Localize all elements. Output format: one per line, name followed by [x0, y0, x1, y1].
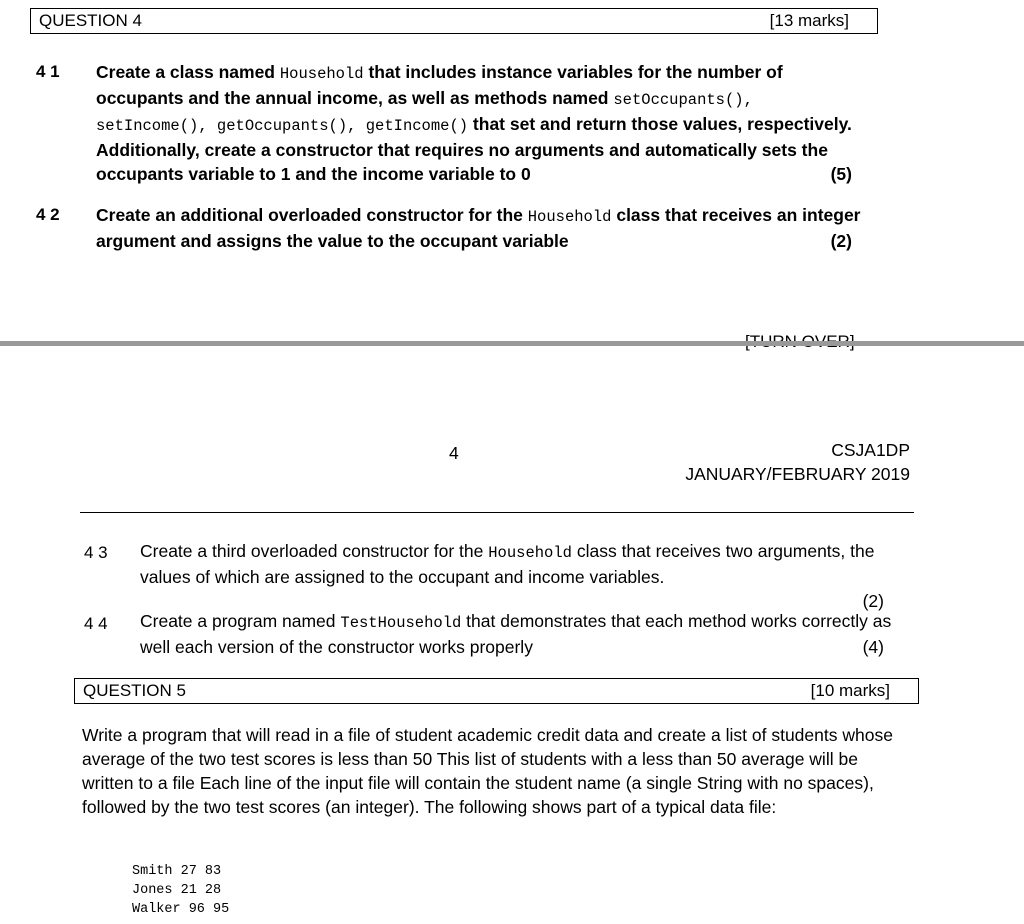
question-4-title: QUESTION 4 — [39, 11, 142, 30]
data-line: Smith 27 83 — [132, 864, 222, 879]
item-4-4-marks: (4) — [862, 637, 884, 657]
method-names: setOccupants(), setIncome(), getOccupants(), getIncome() — [96, 91, 753, 135]
question-5-body: Write a program that will read in a file of student academic credit data and create a list of students whose average of the two test scores is less than 50 This list of students with a less than 50 average will be written to a file Each line of the input file will contain the student name (a single String with no spaces), followed by the two test scores (an integer). The following shows part of a typical data file: — [82, 725, 893, 817]
data-line: Jones 21 28 — [132, 883, 222, 898]
item-4-2-number: 4 2 — [36, 205, 60, 224]
data-line: Walker 96 95 — [132, 902, 230, 917]
header-rule — [80, 512, 914, 513]
page-number: 4 — [449, 443, 459, 463]
class-name-household: Household — [527, 208, 612, 226]
item-4-3-text: Create a third overloaded constructor for the Household class that receives two arguments, the values of which are assigned to the occupant and income variables. (2) — [140, 541, 884, 611]
page-break-divider — [0, 341, 1024, 346]
program-name-testhousehold: TestHousehold — [340, 614, 462, 632]
item-4-1-number: 4 1 — [36, 62, 60, 81]
question-5-header — [74, 678, 919, 704]
item-4-1-marks: (5) — [830, 164, 852, 184]
class-name-household: Household — [488, 544, 572, 562]
item-4-1-text: Create a class named Household that includes instance variables for the number of occupants and the annual income, as well as methods named setOccupants(), setIncome(), getOccupants(), getIncome() that set and return those values, respectively. Additionally, create a constructor that requires no arguments and automatically sets the occupants variable to 1 and the income variable to 0 (5) — [96, 62, 852, 184]
item-4-4-number: 4 4 — [84, 614, 108, 633]
data-file-sample — [132, 862, 229, 919]
item-4-2-text: Create an additional overloaded constructor for the Household class that receives an integer argument and assigns the value to the occupant variable (2) — [96, 205, 861, 251]
question-4-header — [30, 8, 878, 34]
question-5-title: QUESTION 5 — [83, 681, 186, 700]
question-4-marks: [13 marks] — [769, 11, 849, 30]
item-4-2-marks: (2) — [830, 231, 852, 251]
exam-session: JANUARY/FEBRUARY 2019 — [685, 464, 910, 484]
item-4-3-number: 4 3 — [84, 543, 108, 562]
item-4-4-text: Create a program named TestHousehold that demonstrates that each method works correctly as well each version of the constructor works properly (4) — [140, 611, 892, 657]
turn-over-clip — [745, 330, 875, 341]
item-4-3-marks: (2) — [862, 591, 884, 611]
question-5-marks: [10 marks] — [810, 681, 890, 700]
class-name-household: Household — [279, 65, 364, 83]
course-code: CSJA1DP — [831, 440, 910, 460]
